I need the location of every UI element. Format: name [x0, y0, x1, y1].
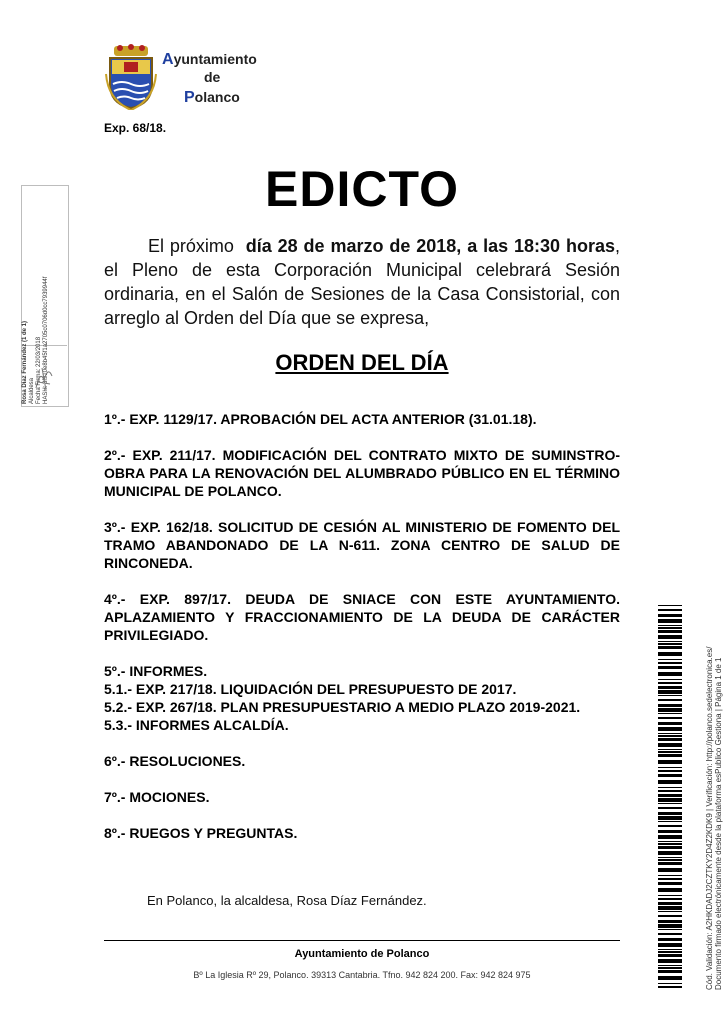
signer-name: Rosa Díaz Fernández (1 de 1)	[22, 320, 28, 404]
closing-signature-line: En Polanco, la alcaldesa, Rosa Díaz Fernández.	[147, 893, 427, 908]
agenda-item: 2º.- EXP. 211/17. MODIFICACIÓN DEL CONTRATO MIXTO DE SUMINSTRO-OBRA PARA LA RENOVACIÓN DEL ALUMBRADO PÚBLICO EN EL TÉRMINO MUNICIPAL DE POLANCO.	[104, 447, 620, 499]
agenda-item: 3º.- EXP. 162/18. SOLICITUD DE CESIÓN AL MINISTERIO DE FOMENTO DEL TRAMO ABANDONADO DE LA N-611. ZONA CENTRO DE SALUD DE RINCONEDA.	[104, 519, 620, 571]
agenda-list	[104, 410, 620, 842]
document-title: EDICTO	[265, 161, 459, 217]
validation-platform: Documento firmado electrónicamente desde la plataforma esPublico Gestiona | Página 1 de 1	[714, 657, 723, 990]
footer-divider	[104, 940, 620, 941]
agenda-subitem: 5.3.- INFORMES ALCALDÍA.	[104, 717, 289, 733]
footer-address: Bº La Iglesia Rº 29, Polanco. 39313 Cantabria. Tfno. 942 824 200. Fax: 942 824 975	[193, 970, 531, 980]
agenda-subitem: 5.1.- EXP. 217/18. LIQUIDACIÓN DEL PRESUPUESTO DE 2017.	[104, 681, 517, 697]
signature-hash: HASH: 8f910e8b45f1a2705c0706d0cc7939944f	[43, 276, 49, 404]
agenda-item: 4º.- EXP. 897/17. DEUDA DE SNIACE CON ESTE AYUNTAMIENTO. APLAZAMIENTO Y FRACCIONAMIENTO DE LA DEUDA DE CARÁCTER PRIVILEGIADO.	[104, 591, 620, 643]
intro-paragraph: El próximo día 28 de marzo de 2018, a las 18:30 horas, el Pleno de esta Corporación Municipal celebrará Sesión ordinaria, en el Salón de Sesiones de la Casa Consistorial, con arreglo al Orden del Día que se expresa,	[104, 236, 620, 328]
validation-text	[705, 647, 723, 990]
agenda-item: 7º.- MOCIONES.	[104, 789, 210, 805]
coat-of-arms-logo	[104, 44, 158, 110]
barcode-icon	[658, 605, 682, 990]
agenda-item: 1º.- EXP. 1129/17. APROBACIÓN DEL ACTA ANTERIOR (31.01.18).	[104, 411, 537, 427]
signer-role: Alcaldesa	[29, 377, 35, 404]
expedient-number: Exp. 68/18.	[104, 121, 167, 135]
agenda-item: 6º.- RESOLUCIONES.	[104, 753, 246, 769]
signature-date: Fecha Firma: 22/03/2018	[36, 336, 42, 404]
agenda-title: ORDEN DEL DÍA	[275, 350, 449, 375]
session-date: día 28 de marzo de 2018, a las 18:30 horas	[245, 236, 615, 256]
agenda-item: 8º.- RUEGOS Y PREGUNTAS.	[104, 825, 298, 841]
agenda-item: 5º.- INFORMES.	[104, 663, 208, 679]
validation-code: Cód. Validación: A2HKDADJ2CZTKY2D4Z2KDK9 | Verificación: http://polanco.sedelectronica.es/	[705, 646, 714, 990]
agenda-subitem: 5.2.- EXP. 267/18. PLAN PRESUPUESTARIO A MEDIO PLAZO 2019-2021.	[104, 699, 581, 715]
footer-organization: Ayuntamiento de Polanco	[294, 948, 430, 960]
